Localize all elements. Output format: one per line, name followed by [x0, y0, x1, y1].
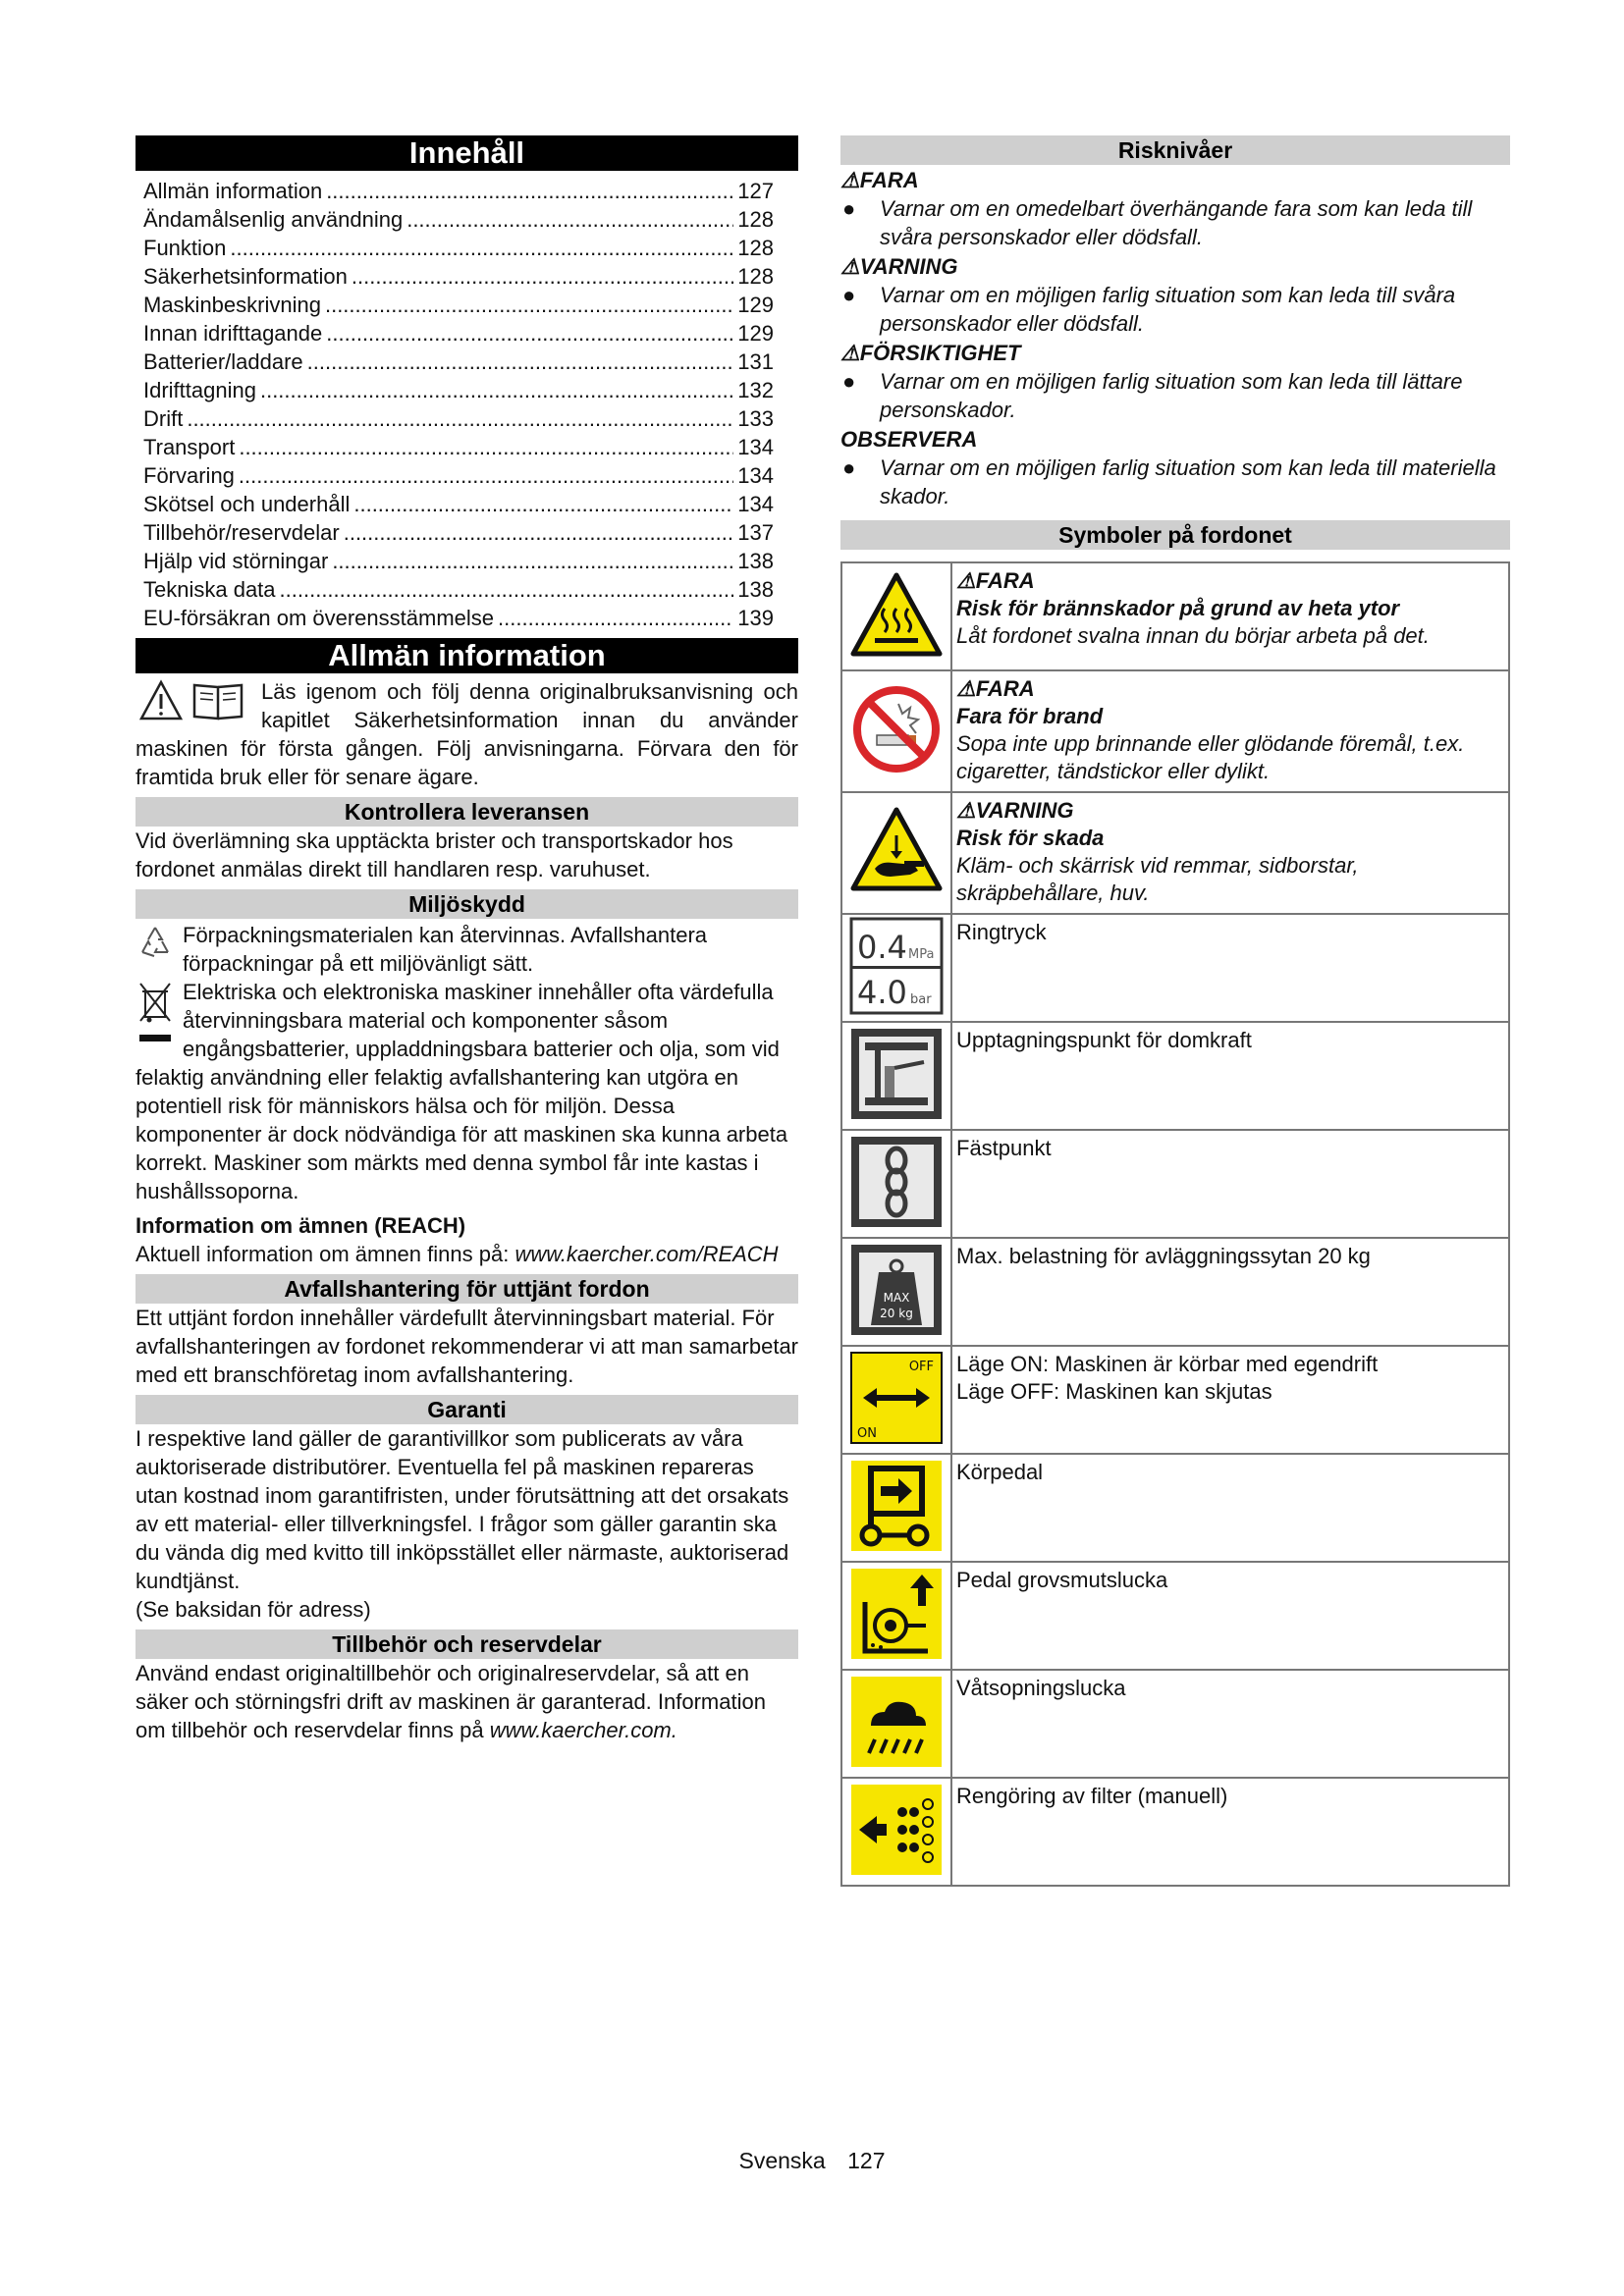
toc-entry[interactable]	[143, 262, 774, 291]
table-row	[841, 1670, 1509, 1778]
env-packaging-text: Förpackningsmaterialen kan återvinnas. Avfallshantera förpackningar på ett miljövänligt sätt.	[183, 923, 708, 976]
symbol-cell	[841, 670, 951, 792]
toc-entry-page: 129	[737, 321, 774, 346]
pressure-mpa-value: 0.4	[857, 928, 907, 966]
max-load-icon	[849, 1290, 944, 1341]
toc-entry[interactable]	[143, 205, 774, 234]
symbol-cell	[841, 1238, 951, 1346]
table-row	[841, 1346, 1509, 1454]
risk-bullet	[840, 454, 1510, 510]
symbol-text-off: Läge OFF: Maskinen kan skjutas	[956, 1379, 1272, 1404]
toc-entry-title: Tillbehör/reservdelar	[143, 520, 340, 545]
fire-hazard-icon	[851, 762, 942, 778]
symbol-description: Ringtryck	[951, 914, 1509, 1022]
toc-entry[interactable]	[143, 575, 774, 604]
footer-language: Svenska	[738, 2148, 826, 2173]
risk-bullet	[840, 367, 1510, 424]
symbol-level: ⚠VARNING	[956, 798, 1074, 823]
toc-entry[interactable]	[143, 604, 774, 632]
toc-entry-page: 127	[737, 179, 774, 203]
symbol-title: Risk för brännskador på grund av heta ytor	[956, 596, 1400, 620]
toc-entry-title: Transport	[143, 435, 236, 459]
toc-entry-page: 138	[737, 549, 774, 573]
table-row	[841, 1238, 1509, 1346]
disposal-heading: Avfallshantering för uttjänt fordon	[135, 1274, 798, 1304]
general-heading: Allmän information	[135, 638, 798, 673]
symbol-text: Sopa inte upp brinnande eller glödande föremål, t.ex. cigaretter, tändstickor eller dylikt.	[956, 731, 1465, 783]
delivery-text: Vid överlämning ska upptäckta brister och transportskador hos fordonet anmälas direkt till handlaren resp. varuhuset.	[135, 828, 733, 881]
symbol-cell	[841, 1670, 951, 1778]
tie-down-icon	[849, 1216, 944, 1233]
footer-page-number: 127	[847, 2148, 886, 2173]
toc-entry[interactable]	[143, 319, 774, 347]
table-row	[841, 1778, 1509, 1886]
reach-link[interactable]: www.kaercher.com/REACH	[514, 1242, 779, 1266]
risk-label-caution: ⚠FÖRSIKTIGHET	[840, 341, 1021, 365]
table-row	[841, 1130, 1509, 1238]
symbol-cell	[841, 1346, 951, 1454]
toc-entry-title: Batterier/laddare	[143, 349, 303, 374]
table-row	[841, 792, 1509, 914]
symbol-description	[951, 1346, 1509, 1454]
symbols-table	[840, 561, 1510, 1887]
recycling-icon	[135, 923, 175, 967]
page-footer	[0, 2148, 1624, 2174]
symbol-cell	[841, 792, 951, 914]
toc-entry-title: Funktion	[143, 236, 227, 260]
symbol-description: Max. belastning för avläggningssytan 20 kg	[951, 1238, 1509, 1346]
toc-entry-title: Maskinbeskrivning	[143, 293, 321, 317]
symbol-description: Rengöring av filter (manuell)	[951, 1778, 1509, 1886]
env-heading: Miljöskydd	[135, 889, 798, 919]
symbol-description	[951, 792, 1509, 914]
toc-entry-page: 134	[737, 463, 774, 488]
toc-entry-page: 134	[737, 492, 774, 516]
reach-text	[135, 1240, 798, 1268]
symbol-level: ⚠FARA	[956, 568, 1035, 593]
warranty-text: I respektive land gäller de garantivillkor som publicerats av våra auktoriserade distributörer. Eventuella fel på maskinen repareras utan kostnad inom garantifristen, under förutsättning att det orsakats av ett material- eller tillverkningsfel. I frågor som gäller garantin ska du vända dig med kvitto till inköpsstället eller närmaste, auktoriserad kundtjänst.	[135, 1426, 789, 1593]
toc-entry-page: 138	[737, 577, 774, 602]
symbol-description: Pedal grovsmutslucka	[951, 1562, 1509, 1670]
table-row	[841, 1562, 1509, 1670]
symbol-title: Fara för brand	[956, 704, 1104, 728]
symbol-cell	[841, 1778, 951, 1886]
tire-pressure-icon	[849, 928, 944, 1019]
toc-entry-title: Drift	[143, 406, 184, 431]
toc-entry-title: Hjälp vid störningar	[143, 549, 329, 573]
symbol-cell	[841, 1130, 951, 1238]
toc-entry-page: 137	[737, 520, 774, 545]
symbol-level: ⚠FARA	[956, 676, 1035, 701]
warranty-note: (Se baksidan för adress)	[135, 1597, 371, 1622]
toc-entry-title: Skötsel och underhåll	[143, 492, 351, 516]
pressure-bar-value: 4.0	[857, 973, 907, 1011]
on-label: ON	[857, 1425, 877, 1441]
toc-entry-title: Tekniska data	[143, 577, 276, 602]
toc-entry[interactable]	[143, 547, 774, 575]
toc-entry-page: 128	[737, 264, 774, 289]
risk-bullet	[840, 281, 1510, 338]
max-value: 20 kg	[880, 1306, 913, 1320]
toc-entry[interactable]	[143, 433, 774, 461]
bullet-dot: ●	[842, 196, 856, 221]
toc-entry[interactable]	[143, 234, 774, 262]
symbol-description	[951, 562, 1509, 670]
toc-entry[interactable]	[143, 490, 774, 518]
pressure-mpa-unit: MPa	[908, 946, 935, 962]
risk-bullet	[840, 194, 1510, 251]
risk-text: Varnar om en omedelbart överhängande fara som kan leda till svåra personskador eller dödsfall.	[880, 196, 1473, 249]
toc-entry-page: 134	[737, 435, 774, 459]
reach-heading: Information om ämnen (REACH)	[135, 1213, 466, 1238]
symbol-cell	[841, 1454, 951, 1562]
toc-entry-title: Förvaring	[143, 463, 235, 488]
symbol-text-on: Läge ON: Maskinen är körbar med egendrift	[956, 1352, 1379, 1376]
symbols-heading: Symboler på fordonet	[840, 520, 1510, 550]
reach-label: Aktuell information om ämnen finns på:	[135, 1242, 510, 1266]
coarse-flap-pedal-icon	[849, 1648, 944, 1665]
table-row	[841, 670, 1509, 792]
wet-flap-icon	[849, 1756, 944, 1773]
bullet-dot: ●	[842, 283, 856, 307]
risk-text: Varnar om en möjligen farlig situation som kan leda till lättare personskador.	[880, 369, 1463, 422]
hot-surface-icon	[849, 645, 944, 662]
symbol-description: Körpedal	[951, 1454, 1509, 1562]
risk-label-notice: OBSERVERA	[840, 427, 978, 452]
symbol-text: Kläm- och skärrisk vid remmar, sidborstar, skräpbehållare, huv.	[956, 853, 1359, 905]
toc-entry-title: EU-försäkran om överensstämmelse	[143, 606, 495, 630]
symbol-description	[951, 670, 1509, 792]
toc-entry-page: 129	[737, 293, 774, 317]
bullet-dot: ●	[842, 455, 856, 480]
risk-label-danger: ⚠FARA	[840, 168, 919, 192]
toc-entry-page: 132	[737, 378, 774, 402]
toc-entry-page: 128	[737, 207, 774, 232]
toc-entry-title: Säkerhetsinformation	[143, 264, 348, 289]
toc-entry[interactable]	[143, 177, 774, 205]
filter-clean-icon	[849, 1864, 944, 1881]
jack-point-icon	[849, 1108, 944, 1125]
table-row	[841, 1454, 1509, 1562]
toc-entry[interactable]	[143, 461, 774, 490]
toc-entry[interactable]	[143, 347, 774, 376]
table-of-contents	[143, 177, 774, 632]
toc-entry-title: Innan idrifttagande	[143, 321, 323, 346]
symbol-cell	[841, 562, 951, 670]
table-row	[841, 914, 1509, 1022]
table-row	[841, 1022, 1509, 1130]
symbol-cell	[841, 1022, 951, 1130]
drive-pedal-icon	[849, 1540, 944, 1557]
on-off-icon	[849, 1359, 944, 1449]
pressure-bar-unit: bar	[910, 991, 932, 1007]
delivery-heading: Kontrollera leveransen	[135, 797, 798, 827]
right-column	[840, 135, 1510, 1887]
risk-text: Varnar om en möjligen farlig situation som kan leda till materiella skador.	[880, 455, 1496, 508]
table-row	[841, 562, 1509, 670]
toc-entry-title: Idrifttagning	[143, 378, 256, 402]
risk-text: Varnar om en möjligen farlig situation som kan leda till svåra personskador eller dödsfall.	[880, 283, 1456, 336]
accessories-link[interactable]: www.kaercher.com.	[489, 1718, 677, 1742]
max-label: MAX	[883, 1290, 910, 1305]
symbol-description: Fästpunkt	[951, 1130, 1509, 1238]
risk-label-warning: ⚠VARNING	[840, 254, 958, 279]
toc-heading: Innehåll	[135, 135, 798, 171]
env-electronic-text: Elektriska och elektroniska maskiner innehåller ofta värdefulla återvinningsbara material och komponenter såsom engångsbatterier, uppladdningsbara batterier och olja, som vid felaktig användning eller felaktig avfallshantering kan utgöra en potentiell risk för människors hälsa och för miljön. Dessa komponenter är dock nödvändiga för att maskinen ska kunna arbeta korrekt. Maskiner som märkts med denna symbol får inte kastas i hushållssoporna.	[135, 980, 788, 1203]
accessories-heading: Tillbehör och reservdelar	[135, 1629, 798, 1659]
accessories-text	[135, 1659, 798, 1744]
warning-book-icon	[139, 679, 253, 727]
off-label: OFF	[908, 1359, 934, 1374]
toc-entry[interactable]	[143, 518, 774, 547]
left-column	[135, 135, 798, 1744]
toc-entry-title: Allmän information	[143, 179, 323, 203]
toc-entry-title: Ändamålsenlig användning	[143, 207, 404, 232]
toc-entry-page: 128	[737, 236, 774, 260]
toc-entry-page: 133	[737, 406, 774, 431]
toc-entry-page: 139	[737, 606, 774, 630]
bullet-dot: ●	[842, 369, 856, 394]
symbol-description: Våtsopningslucka	[951, 1670, 1509, 1778]
general-text: Läs igenom och följ denna originalbruksanvisning och kapitlet Säkerhetsinformation innan du använder maskinen för första gången. Följ anvisningarna. Förvara den för framtida bruk eller för senare ägare.	[135, 679, 798, 789]
accessories-label: Använd endast originaltillbehör och originalreservdelar, så att en säker och störningsfri drift av maskinen är garanterad. Information om tillbehör och reservdelar finns på	[135, 1661, 766, 1742]
weee-bin-icon	[135, 980, 175, 1049]
symbol-description: Upptagningspunkt för domkraft	[951, 1022, 1509, 1130]
toc-entry[interactable]	[143, 376, 774, 404]
toc-entry-page: 131	[737, 349, 774, 374]
warranty-heading: Garanti	[135, 1395, 798, 1424]
symbol-cell	[841, 914, 951, 1022]
symbol-text: Låt fordonet svalna innan du börjar arbeta på det.	[956, 623, 1430, 648]
toc-entry[interactable]	[143, 404, 774, 433]
crush-hazard-icon	[849, 883, 944, 900]
toc-entry[interactable]	[143, 291, 774, 319]
symbol-cell	[841, 1562, 951, 1670]
risk-levels-heading: Risknivåer	[840, 135, 1510, 165]
disposal-text: Ett uttjänt fordon innehåller värdefullt återvinningsbart material. För avfallshanteringen av fordonet rekommenderar vi att man samarbetar med ett branschföretag inom avfallshantering.	[135, 1306, 799, 1387]
symbol-title: Risk för skada	[956, 826, 1105, 850]
